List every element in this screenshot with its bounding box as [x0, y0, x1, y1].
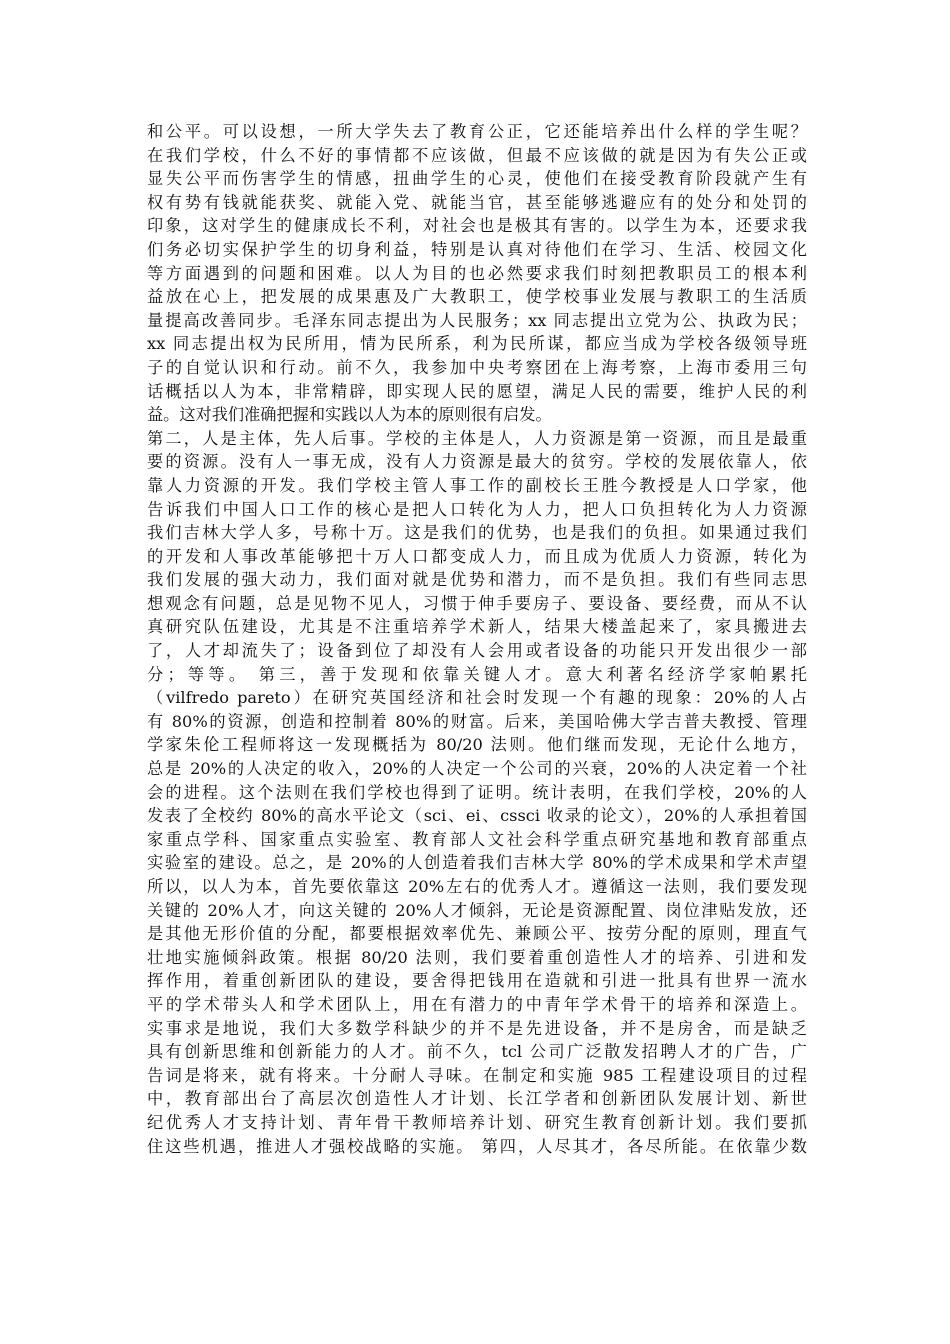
text-line: 具有创新思维和创新能力的人才。前不久，tcl 公司广泛散发招聘人才的广告，广	[147, 1042, 807, 1062]
text-line: 我们发展的强大动力，我们面对就是优势和潜力，而不是负担。我们有些同志思	[147, 570, 807, 590]
text-line: 分；等等。 第三，善于发现和依靠关键人才。意大利著名经济学家帕累托	[147, 664, 807, 684]
text-line: 真研究队伍建设，尤其是不注重培养学术新人，结果大楼盖起来了，家具搬进去	[147, 617, 807, 637]
text-line: 总是 20%的人决定的收入，20%的人决定一个公司的兴衰，20%的人决定着一个社	[147, 759, 807, 779]
text-line: 想观念有问题，总是见物不见人，习惯于伸手要房子、要设备、要经费，而从不认	[147, 593, 807, 613]
text-line: 的开发和人事改革能够把十万人口都变成人力，而且成为优质人力资源，转化为	[147, 546, 807, 566]
text-line: 中，教育部出台了高层次创造性人才计划、长江学者和创新团队发展计划、新世	[147, 1089, 807, 1109]
text-line: 我们吉林大学人多，号称十万。这是我们的优势，也是我们的负担。如果通过我们	[147, 523, 807, 543]
text-line: xx 同志提出权为民所用，情为民所系，利为民所谋，都应当成为学校各级领导班	[147, 334, 807, 354]
text-line: 会的进程。这个法则在我们学校也得到了证明。统计表明，在我们学校，20%的人	[147, 782, 807, 802]
text-line: 要的资源。没有人一事无成，没有人力资源是最大的贫穷。学校的发展依靠人，依	[147, 452, 807, 472]
text-line: 量提高改善同步。毛泽东同志提出为人民服务；xx 同志提出立党为公、执政为民；	[147, 310, 807, 330]
document-page	[147, 120, 807, 1158]
text-line: 权有势有钱就能获奖、就能入党、就能当官，甚至能够逃避应有的处分和处罚的	[147, 192, 807, 212]
text-line: 平的学术带头人和学术团队上，用在有潜力的中青年学术骨干的培养和深造上。	[147, 994, 807, 1014]
text-line: 第二，人是主体，先人后事。学校的主体是人，人力资源是第一资源，而且是最重	[147, 428, 807, 448]
text-line: 实验室的建设。总之，是 20%的人创造着我们吉林大学 80%的学术成果和学术声望	[147, 853, 807, 873]
text-line: 挥作用，着重创新团队的建设，要舍得把钱用在造就和引进一批具有世界一流水	[147, 971, 807, 991]
text-line: 壮地实施倾斜政策。根据 80/20 法则，我们要着重创造性人才的培养、引进和发	[147, 947, 807, 967]
text-line: 发表了全校约 80%的高水平论文（sci、ei、cssci 收录的论文），20%的人承担着国	[147, 806, 807, 826]
text-line: 住这些机遇，推进人才强校战略的实施。 第四，人尽其才，各尽所能。在依靠少数	[147, 1136, 807, 1156]
text-line: 话概括以人为本，非常精辟，即实现人民的愿望，满足人民的需要，维护人民的利	[147, 381, 807, 401]
text-line: 学家朱伦工程师将这一发现概括为 80/20 法则。他们继而发现，无论什么地方，	[147, 735, 807, 755]
text-line: 显失公平而伤害学生的情感，扭曲学生的心灵，使他们在接受教育阶段就产生有	[147, 169, 807, 189]
text-line: 所以，以人为本，首先要依靠这 20%左右的优秀人才。遵循这一法则，我们要发现	[147, 877, 807, 896]
text-line: 靠人力资源的开发。我们学校主管人事工作的副校长王胜今教授是人口学家，他	[147, 475, 807, 495]
text-line: 们务必切实保护学生的切身利益，特别是认真对待他们在学习、生活、校园文化	[147, 239, 807, 259]
text-line: 子的自觉认识和行动。前不久，我参加中央考察团在上海考察，上海市委用三句	[147, 357, 807, 377]
text-line: 益。这对我们准确把握和实践以人为本的原则很有启发。	[147, 405, 552, 425]
text-line: 告词是将来，就有将来。十分耐人寻味。在制定和实施 985 工程建设项目的过程	[147, 1065, 807, 1085]
text-line: 和公平。可以设想，一所大学失去了教育公正，它还能培养出什么样的学生呢？	[147, 122, 807, 141]
text-line: 是其他无形价值的分配，都要根据效率优先、兼顾公平、按劳分配的原则，理直气	[147, 924, 807, 944]
text-line: 等方面遇到的问题和困难。以人为目的也必然要求我们时刻把教职员工的根本利	[147, 263, 807, 283]
text-line: 关键的 20%人才，向这关键的 20%人才倾斜，无论是资源配置、岗位津贴发放，还	[147, 900, 807, 920]
text-line: （vilfredo pareto）在研究英国经济和社会时发现一个有趣的现象：20%的人占	[147, 688, 807, 708]
text-line: 告诉我们中国人口工作的核心是把人口转化为人力，把人口负担转化为人力资源	[147, 499, 807, 519]
text-line: 在我们学校，什么不好的事情都不应该做，但最不应该做的就是因为有失公正或	[147, 145, 807, 165]
text-line: 家重点学科、国家重点实验室、教育部人文社会科学重点研究基地和教育部重点	[147, 829, 807, 849]
text-line: 纪优秀人才支持计划、青年骨干教师培养计划、研究生教育创新计划。我们要抓	[147, 1112, 807, 1132]
text-line: 有 80%的资源，创造和控制着 80%的财富。后来，美国哈佛大学吉普夫教授、管理	[147, 711, 807, 731]
text-line: 了，人才却流失了；设备到位了却没有人会用或者设备的功能只开发出很少一部	[147, 641, 807, 661]
text-line: 益放在心上，把发展的成果惠及广大教职工，使学校事业发展与教职工的生活质	[147, 287, 807, 307]
text-line: 印象，这对学生的健康成长不利，对社会也是极其有害的。以学生为本，还要求我	[147, 216, 807, 236]
text-line: 实事求是地说，我们大多数学科缺少的并不是先进设备，并不是房舍，而是缺乏	[147, 1018, 807, 1038]
